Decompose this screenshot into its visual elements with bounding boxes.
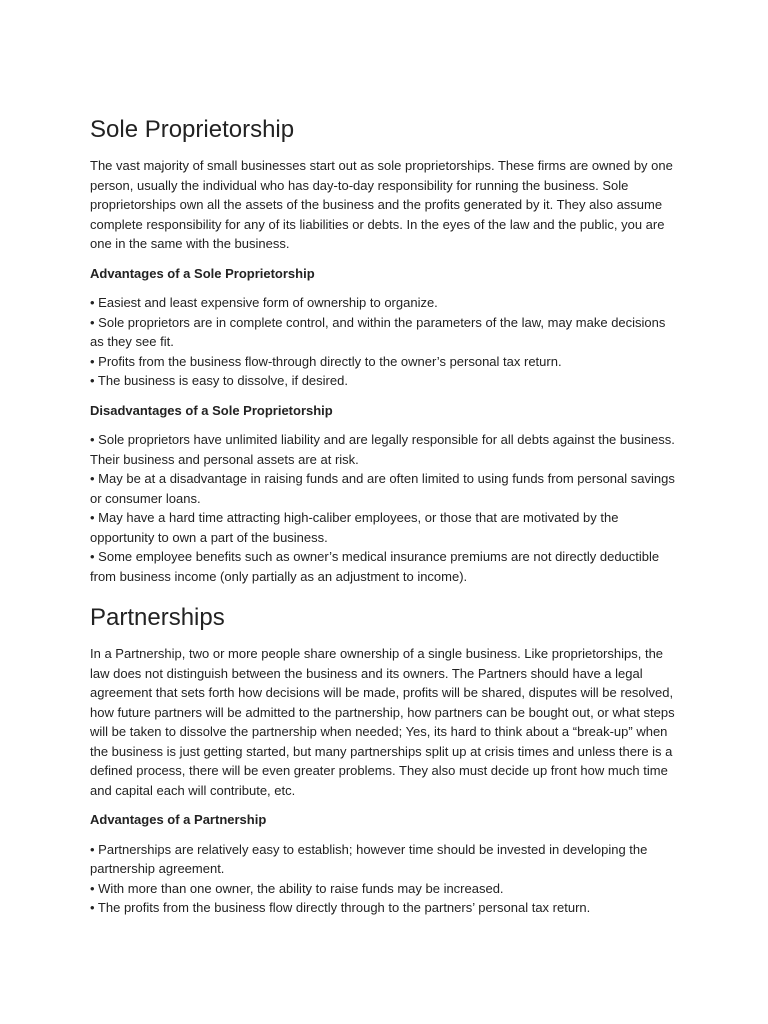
- list-item: • Profits from the business flow-through directly to the owner’s personal tax return.: [90, 353, 562, 369]
- advantages-list: [90, 293, 680, 391]
- list-item: • May have a hard time attracting high-caliber employees, or those that are motivated by the opportunity to own a part of the business.: [90, 510, 619, 545]
- section-title: Partnerships: [90, 604, 225, 631]
- list-item: • Sole proprietors are in complete control, and within the parameters of the law, may make decisions as they see fit.: [90, 314, 666, 349]
- list-item: • With more than one owner, the ability to raise funds may be increased.: [90, 880, 504, 896]
- advantages-heading: Advantages of a Partnership: [90, 812, 267, 827]
- advantages-heading: Advantages of a Sole Proprietorship: [90, 265, 315, 281]
- list-item: • The profits from the business flow directly through to the partners’ personal tax return.: [90, 900, 591, 915]
- disadvantages-heading: Disadvantages of a Sole Proprietorship: [90, 402, 333, 418]
- list-item: • The business is easy to dissolve, if desired.: [90, 373, 348, 388]
- list-item: • Easiest and least expensive form of ownership to organize.: [90, 295, 438, 310]
- list-item: • May be at a disadvantage in raising funds and are often limited to using funds from personal savings or consumer loans.: [90, 471, 675, 506]
- section-sole-proprietorship: [90, 114, 680, 586]
- advantages-list: [90, 840, 680, 918]
- document-page: [90, 114, 680, 928]
- section-intro-paragraph: In a Partnership, two or more people share ownership of a single business. Like proprietorships, the law does not distinguish between the business and its owners. The Partners should have a legal agreement that sets forth how decisions will be made, profits will be shared, disputes will be resolved, how future partners will be admitted to the partnership, how partners can be bought out, or what steps will be taken to dissolve the partnership when needed; Yes, its hard to think about a “break-up” when the business is just getting started, but many partnerships split up at crisis times and unless there is a defined process, there will be even greater problems. They also must decide up front how much time and capital each will contribute, etc.: [90, 646, 675, 798]
- list-item: • Sole proprietors have unlimited liability and are legally responsible for all debts against the business. Their business and personal assets are at risk.: [90, 432, 675, 467]
- section-title: Sole Proprietorship: [90, 116, 295, 143]
- disadvantages-list: [90, 430, 680, 586]
- section-partnerships: [90, 602, 680, 918]
- section-intro-paragraph: The vast majority of small businesses start out as sole proprietorships. These firms are owned by one person, usually the individual who has day-to-day responsibility for running the business. Sole proprietorships own all the assets of the business and the profits generated by it. They also assume complete responsibility for any of its liabilities or debts. In the eyes of the law and the public, you are one in the same with the business.: [90, 158, 673, 251]
- list-item: • Some employee benefits such as owner’s medical insurance premiums are not directly deductible from business income (only partially as an adjustment to income).: [90, 549, 660, 584]
- list-item: • Partnerships are relatively easy to establish; however time should be invested in developing the partnership agreement.: [90, 841, 648, 876]
